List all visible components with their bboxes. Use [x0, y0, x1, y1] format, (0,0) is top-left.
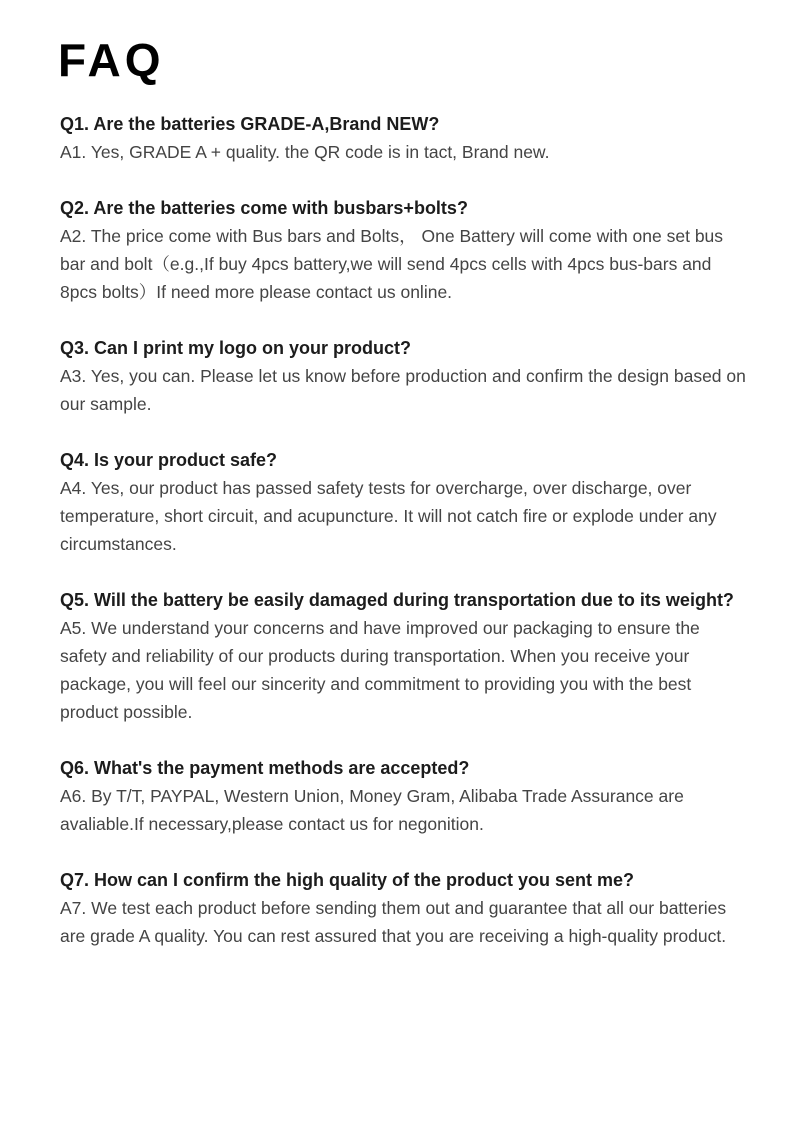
faq-answer: A6. By T/T, PAYPAL, Western Union, Money Gram, Alibaba Trade Assurance are avaliable.If necessary,please contact us for negonition. [60, 786, 684, 834]
faq-answer: A2. The price come with Bus bars and Bolts， One Battery will come with one set bus bar and bolt（e.g.,If buy 4pcs battery,we will send 4pcs cells with 4pcs bus-bars and 8pcs bolts）If need more please contact us online. [60, 226, 724, 302]
faq-question: Q3. Can I print my logo on your product? [60, 338, 411, 358]
faq-item-2 [60, 194, 750, 306]
faq-answer: A7. We test each product before sending them out and guarantee that all our batteries are grade A quality. You can rest assured that you are receiving a high-quality product. [60, 898, 727, 946]
faq-item-1 [60, 110, 750, 166]
faq-question: Q2. Are the batteries come with busbars+bolts? [60, 198, 468, 218]
faq-item-7 [60, 866, 750, 950]
faq-item-3 [60, 334, 750, 418]
faq-answer: A4. Yes, our product has passed safety tests for overcharge, over discharge, over temperature, short circuit, and acupuncture. It will not catch fire or explode under any circumstances. [60, 478, 717, 554]
page-title: FAQ [58, 34, 165, 86]
faq-answer: A1. Yes, GRADE A + quality. the QR code is in tact, Brand new. [60, 142, 550, 162]
faq-answer: A5. We understand your concerns and have improved our packaging to ensure the safety and reliability of our products during transportation. When you receive your package, you will feel our sincerity and commitment to providing you with the best product possible. [60, 618, 700, 722]
faq-question: Q5. Will the battery be easily damaged during transportation due to its weight? [60, 590, 734, 610]
faq-item-4 [60, 446, 750, 558]
faq-question: Q1. Are the batteries GRADE-A,Brand NEW? [60, 114, 440, 134]
faq-item-6 [60, 754, 750, 838]
faq-item-5 [60, 586, 750, 726]
faq-question: Q6. What's the payment methods are accepted? [60, 758, 470, 778]
faq-list [60, 110, 750, 978]
faq-question: Q7. How can I confirm the high quality of the product you sent me? [60, 870, 635, 890]
faq-answer: A3. Yes, you can. Please let us know before production and confirm the design based on our sample. [60, 366, 746, 414]
faq-question: Q4. Is your product safe? [60, 450, 278, 470]
